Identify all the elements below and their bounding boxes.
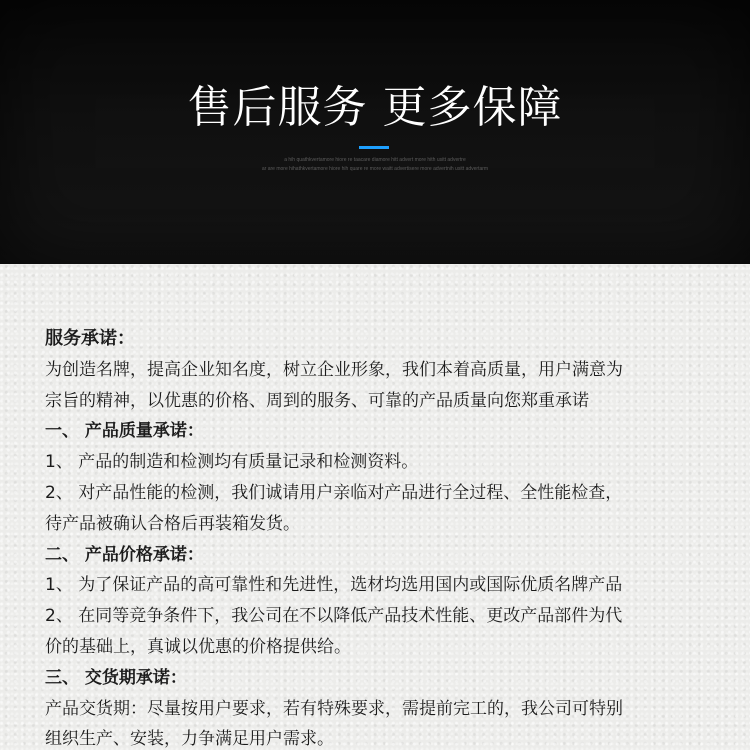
quality-promise-line: 待产品被确认合格后再装箱发货。 xyxy=(45,513,300,534)
banner-subtext-line: ar are more hihathkvertamore hiore hih quare re more waitt advertisere more advertnih usitt advertarm xyxy=(261,166,489,172)
banner-subtext xyxy=(0,156,750,174)
quality-promise-heading: 一、 产品质量承诺： xyxy=(45,421,204,442)
price-promise-line: 价的基础上，真诚以优惠的价格提供给。 xyxy=(45,636,351,657)
banner-subtext-line: a hih quathkvertamore hiore re taacare diamore hitt advert more hith usitt advertre xyxy=(284,157,466,163)
quality-promise-line: 2、 对产品性能的检测，我们诚请用户亲临对产品进行全过程、全性能检查， xyxy=(45,482,623,503)
price-promise-line: 2、 在同等竞争条件下，我公司在不以降低产品技术性能、更改产品部件为代 xyxy=(45,606,623,627)
intro-line: 为创造名牌，提高企业知名度，树立企业形象，我们本着高质量，用户满意为 xyxy=(45,359,623,380)
delivery-promise-line: 组织生产、安装，力争满足用户需求。 xyxy=(45,729,334,750)
banner-title: 售后服务 更多保障 xyxy=(187,82,563,133)
header-banner xyxy=(0,0,750,264)
service-promise-section xyxy=(45,324,715,750)
price-promise-heading: 二、 产品价格承诺： xyxy=(45,544,204,565)
delivery-promise-line: 产品交货期：尽量按用户要求，若有特殊要求，需提前完工的，我公司可特别 xyxy=(45,698,623,719)
section-title: 服务承诺： xyxy=(45,328,135,349)
quality-promise-line: 1、 产品的制造和检测均有质量记录和检测资料。 xyxy=(45,452,419,473)
title-accent-underline xyxy=(359,146,389,149)
intro-line: 宗旨的精神，以优惠的价格、周到的服务、可靠的产品质量向您郑重承诺 xyxy=(45,390,589,411)
delivery-promise-heading: 三、 交货期承诺： xyxy=(45,667,187,688)
price-promise-line: 1、 为了保证产品的高可靠性和先进性，选材均选用国内或国际优质名牌产品 xyxy=(45,575,623,596)
